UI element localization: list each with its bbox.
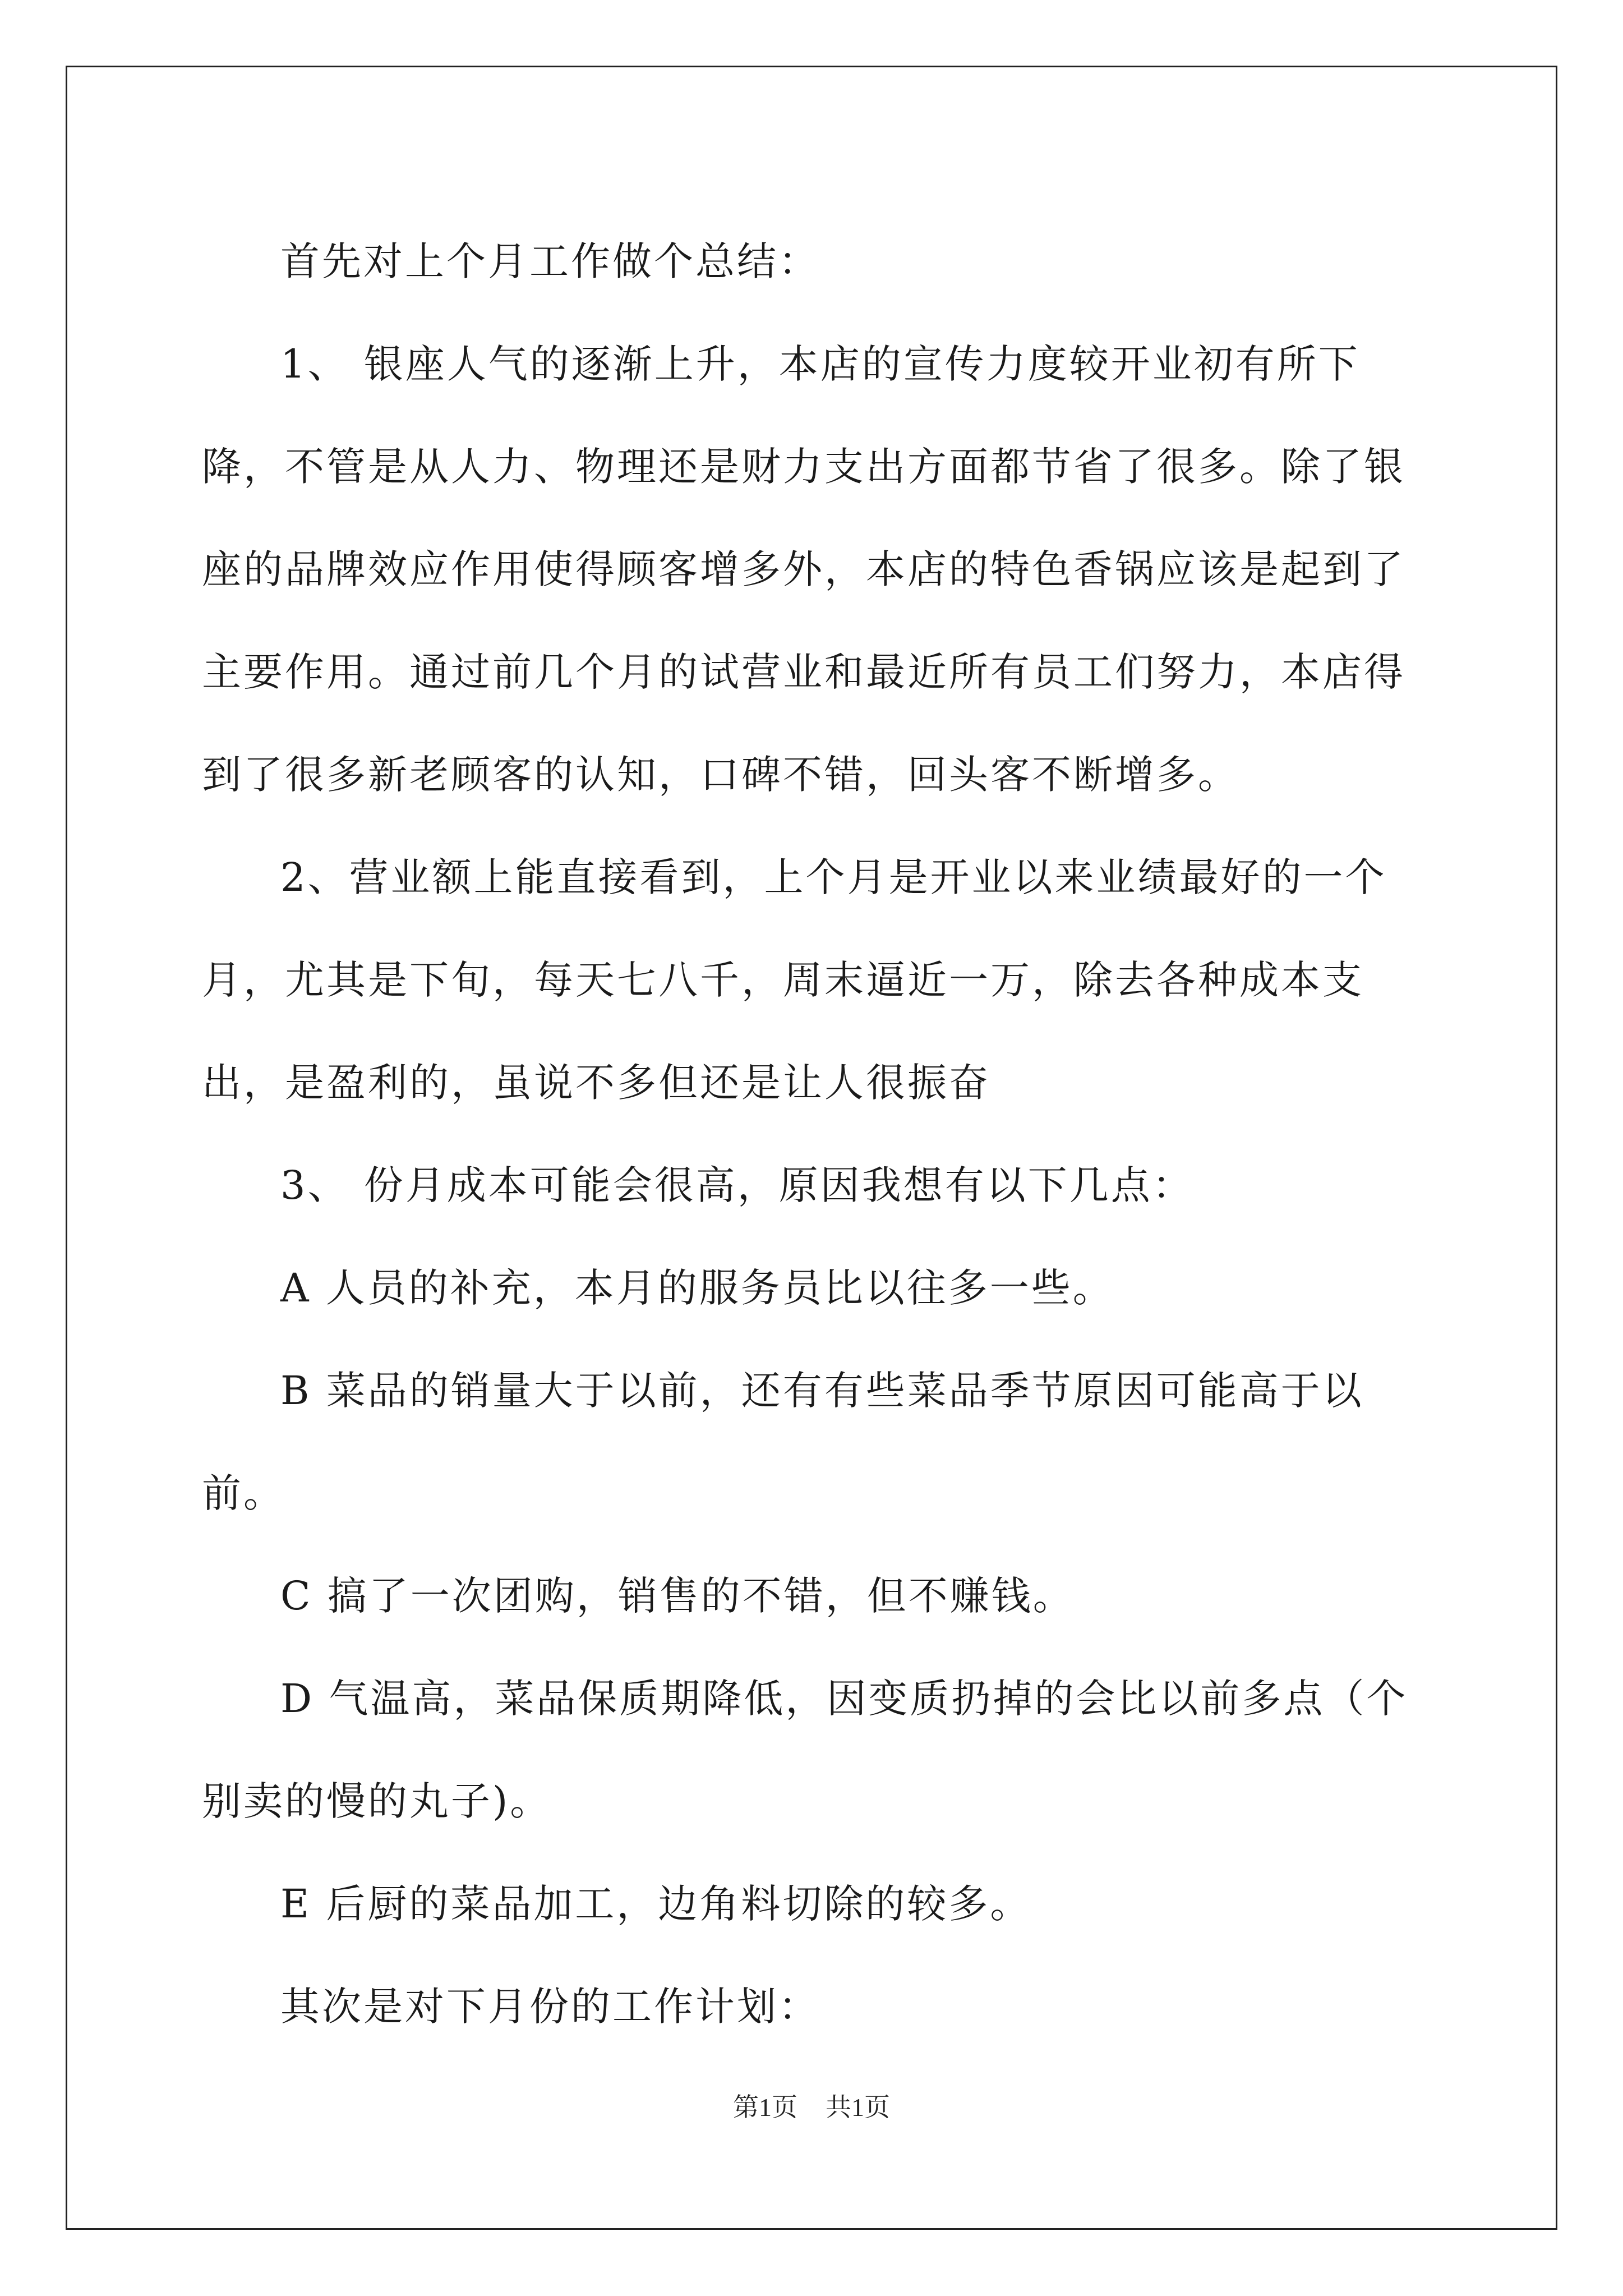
paragraph-point-2: 2、营业额上能直接看到，上个月是开业以来业绩最好的一个月，尤其是下旬，每天七八千，周末逼近一万，除去各种成本支出，是盈利的，虽说不多但还是让人很振奋 — [202, 854, 1387, 1106]
page-number-current: 第1页 — [733, 2093, 797, 2122]
paragraph-point-3: 3、 份月成本可能会很高，原因我想有以下几点： — [280, 1162, 1194, 1208]
paragraph-reason-b: B 菜品的销量大于以前，还有有些菜品季节原因可能高于以前。 — [202, 1368, 1364, 1516]
page-footer — [0, 2087, 1623, 2124]
paragraph-reason-c: C 搞了一次团购，销售的不错，但不赚钱。 — [280, 1573, 1075, 1619]
paragraph-summary-intro: 首先对上个月工作做个总结： — [280, 238, 820, 284]
paragraph-reason-d: D 气温高，菜品保质期降低，因变质扔掉的会比以前多点（个别卖的慢的丸子)。 — [202, 1676, 1408, 1824]
paragraph-reason-a: A 人员的补充，本月的服务员比以往多一些。 — [280, 1265, 1114, 1311]
paragraph-plan-intro: 其次是对下月份的工作计划： — [280, 1984, 820, 2030]
paragraph-reason-e: E 后厨的菜品加工，边角料切除的较多。 — [280, 1881, 1032, 1927]
page-number-total: 共1页 — [826, 2093, 890, 2122]
document-body — [202, 210, 1436, 2058]
paragraph-point-1: 1、 银座人气的逐渐上升，本店的宣传力度较开业初有所下降，不管是从人力、物理还是财力支出方面都节省了很多。除了银座的品牌效应作用使得顾客增多外，本店的特色香锅应该是起到了主要作用。通过前几个月的试营业和最近所有员工们努力，本店得到了很多新老顾客的认知，口碑不错，回头客不断增多。 — [202, 341, 1405, 798]
